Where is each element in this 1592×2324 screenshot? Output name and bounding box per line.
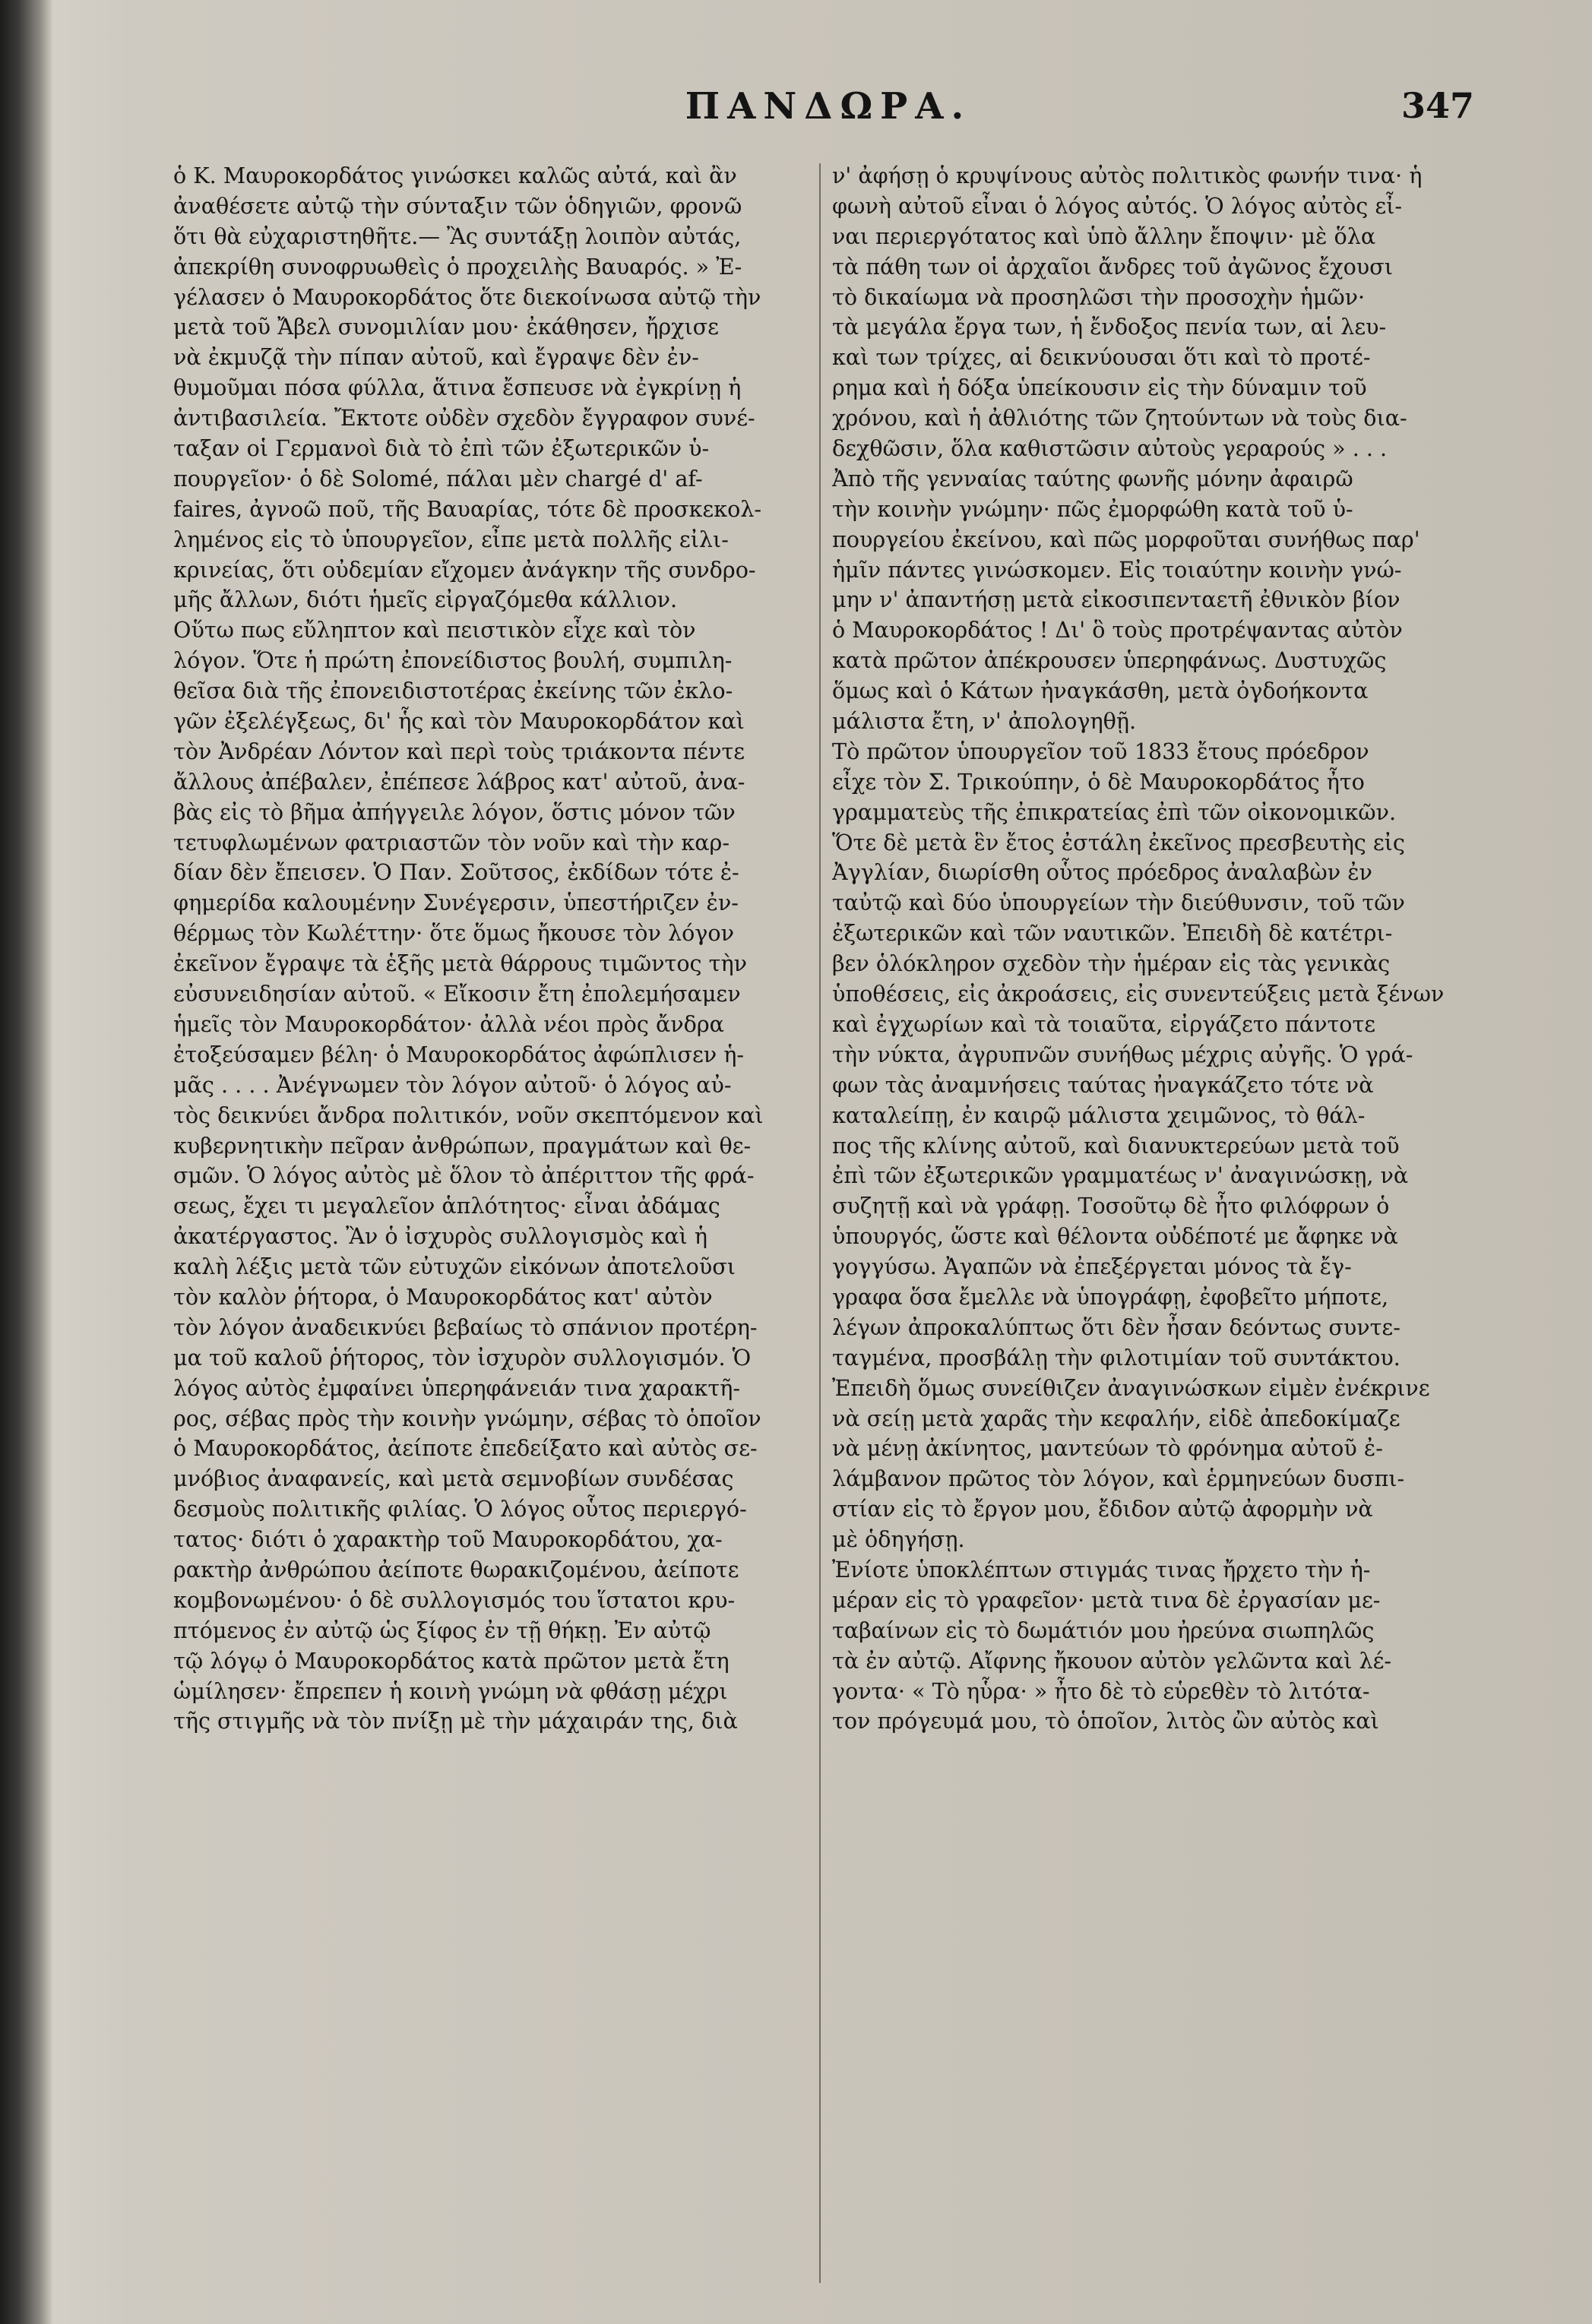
right-column-line: λέγων ἀπροκαλύπτως ὅτι δὲν ἦσαν δεόντως συντε-: [832, 1314, 1401, 1340]
right-column-line: στίαν εἰς τὸ ἔργον μου, ἔδιδον αὐτῷ ἀφορμὴν νὰ: [832, 1496, 1373, 1522]
left-column-line: μα τοῦ καλοῦ ῥήτορος, τὸν ἰσχυρὸν συλλογισμόν. Ὁ: [173, 1344, 752, 1371]
left-column-line: ἐκεῖνον ἔγραψε τὰ ἑξῆς μετὰ θάρρους τιμῶντος τὴν: [173, 950, 747, 977]
right-column-line: ὁ Μαυροκορδάτος ! Δι' ὃ τοὺς προτρέψαντας αὐτὸν: [832, 617, 1403, 643]
right-column-line: ρημα καὶ ἡ δόξα ὑπείκουσιν εἰς τὴν δύναμιν τοῦ: [832, 375, 1367, 401]
left-column-line: ὡμίλησεν· ἔπρεπεν ἡ κοινὴ γνώμη νὰ φθάσῃ μέχρι: [173, 1677, 728, 1704]
left-column-line: κρινείας, ὅτι οὐδεμίαν εἴχομεν ἀνάγκην τῆς συνδρο-: [173, 556, 756, 583]
left-column-line: πουργεῖον· ὁ δὲ Solomé, πάλαι μὲν chargé d' af-: [173, 465, 703, 492]
left-column-line: δεσμοὺς πολιτικῆς φιλίας. Ὁ λόγος οὗτος περιεργό-: [173, 1496, 747, 1522]
right-column-line: μάλιστα ἔτη, ν' ἀπολογηθῇ.: [832, 708, 1137, 735]
right-column-line: ὅμως καὶ ὁ Κάτων ἠναγκάσθη, μετὰ ὀγδοήκοντα: [832, 678, 1369, 704]
page-header: [0, 85, 1592, 146]
right-column-line: τὴν νύκτα, ἀγρυπνῶν συνήθως μέχρις αὐγῆς. Ὁ γρά-: [832, 1041, 1413, 1067]
left-column-line: ρακτὴρ ἀνθρώπου ἀείποτε θωρακιζομένου, ἀείποτε: [173, 1556, 739, 1583]
left-column-line: γῶν ἐξελέγξεως, δι' ἧς καὶ τὸν Μαυροκορδάτον καὶ: [173, 708, 745, 735]
right-column-line: ἐξωτερικῶν καὶ τῶν ναυτικῶν. Ἐπειδὴ δὲ κατέτρι-: [832, 920, 1393, 947]
left-column-line: καλὴ λέξις μετὰ τῶν εὐτυχῶν εἰκόνων ἀποτελοῦσι: [173, 1254, 736, 1280]
right-column-line: δεχθῶσιν, ὅλα καθιστῶσιν αὐτοὺς γεραρούς » . . .: [832, 435, 1388, 462]
right-column-line: ταὐτῷ καὶ δύο ὑπουργείων τὴν διεύθυνσιν, τοῦ τῶν: [832, 890, 1405, 916]
book-binding-shadow: [0, 0, 53, 2324]
left-column-line: πτόμενος ἐν αὐτῷ ὡς ξίφος ἐν τῇ θήκῃ. Ἐν αὐτῷ: [173, 1617, 711, 1643]
right-column-line: τὰ πάθη των οἱ ἀρχαῖοι ἄνδρες τοῦ ἀγῶνος ἔχουσι: [832, 253, 1393, 280]
right-column-line: ἐπὶ τῶν ἐξωτερικῶν γραμματέως ν' ἀναγινώσκῃ, νὰ: [832, 1162, 1409, 1189]
right-column-line: ταβαίνων εἰς τὸ δωμάτιόν μου ἠρεύνα σιωπηλῶς: [832, 1617, 1375, 1643]
left-column-line: μετὰ τοῦ Ἄβελ συνομιλίαν μου· ἐκάθησεν, ἤρχισε: [173, 314, 719, 340]
right-column-line: γραφα ὅσα ἔμελλε νὰ ὑπογράφῃ, ἐφοβεῖτο μήποτε,: [832, 1283, 1389, 1310]
left-column-line: φημερίδα καλουμένην Συνέγερσιν, ὑπεστήριζεν ἐν-: [173, 890, 739, 916]
left-column-line: τῷ λόγῳ ὁ Μαυροκορδάτος κατὰ πρῶτον μετὰ ἔτη: [173, 1647, 730, 1674]
left-column-line: Οὕτω πως εὔληπτον καὶ πειστικὸν εἶχε καὶ τὸν: [173, 617, 696, 643]
right-column-line: γραμματεὺς τῆς ἐπικρατείας ἐπὶ τῶν οἰκονομικῶν.: [832, 798, 1397, 825]
right-column-line: κατὰ πρῶτον ἀπέκρουσεν ὑπερηφάνως. Δυστυχῶς: [832, 647, 1387, 674]
right-column-line: γοντα· « Τὸ ηὗρα· » ἦτο δὲ τὸ εὑρεθὲν τὸ λιτότα-: [832, 1677, 1370, 1704]
right-column-line: συζητῇ καὶ νὰ γράφῃ. Τοσοῦτῳ δὲ ἦτο φιλόφρων ὁ: [832, 1193, 1390, 1219]
right-column-line: Ἀγγλίαν, διωρίσθη οὗτος πρόεδρος ἀναλαβὼν ἐν: [832, 859, 1372, 886]
left-column-line: τὸν καλὸν ῥήτορα, ὁ Μαυροκορδάτος κατ' αὐτὸν: [173, 1283, 713, 1310]
left-column-line: σμῶν. Ὁ λόγος αὐτὸς μὲ ὅλον τὸ ἀπέριττον τῆς φρά-: [173, 1162, 755, 1189]
right-column-line: χρόνου, καὶ ἡ ἀθλιότης τῶν ζητούντων νὰ τοὺς δια-: [832, 405, 1407, 432]
right-column-line: Ὅτε δὲ μετὰ ἓν ἔτος ἐστάλη ἐκεῖνος πρεσβευτὴς εἰς: [832, 829, 1405, 855]
left-column-line: λημένος εἰς τὸ ὑπουργεῖον, εἶπε μετὰ πολλῆς εἰλι-: [173, 526, 729, 552]
right-text-column: [832, 161, 1470, 2296]
right-column-line: Ἐπειδὴ ὅμως συνείθιζεν ἀναγινώσκων εἰμὲν ἐνέκρινε: [832, 1374, 1430, 1401]
left-column-line: ἐτοξεύσαμεν βέλη· ὁ Μαυροκορδάτος ἀφώπλισεν ἡ-: [173, 1041, 745, 1067]
left-column-line: μᾶς . . . . Ἀνέγνωμεν τὸν λόγον αὐτοῦ· ὁ λόγος αὐ-: [173, 1071, 732, 1098]
left-column-line: faires, ἀγνοῶ ποῦ, τῆς Βαυαρίας, τότε δὲ προσκεκολ-: [173, 495, 762, 522]
right-column-line: τὸ δικαίωμα νὰ προσηλῶσι τὴν προσοχὴν ἡμῶν·: [832, 283, 1366, 310]
right-column-line: ναι περιεργότατος καὶ ὑπὸ ἄλλην ἔποψιν· μὲ ὅλα: [832, 223, 1376, 249]
left-column-line: θεῖσα διὰ τῆς ἐπονειδιστοτέρας ἐκείνης τῶν ἐκλο-: [173, 678, 733, 704]
right-column-line: μέραν εἰς τὸ γραφεῖον· μετὰ τινα δὲ ἐργασίαν με-: [832, 1586, 1381, 1613]
left-column-line: δίαν δὲν ἔπεισεν. Ὁ Παν. Σοῦτσος, ἐκδίδων τότε ἐ-: [173, 859, 739, 886]
left-column-line: ταξαν οἱ Γερμανοὶ διὰ τὸ ἐπὶ τῶν ἐξωτερικῶν ὑ-: [173, 435, 710, 462]
right-column-line: βεν ὁλόκληρον σχεδὸν τὴν ἡμέραν εἰς τὰς γενικὰς: [832, 950, 1391, 977]
left-column-line: τῆς στιγμῆς νὰ τὸν πνίξῃ μὲ τὴν μάχαιράν της, διὰ: [173, 1708, 738, 1734]
right-column-line: τὰ μεγάλα ἔργα των, ἡ ἔνδοξος πενία των, αἱ λευ-: [832, 314, 1387, 340]
left-column-line: τὸς δεικνύει ἄνδρα πολιτικόν, νοῦν σκεπτόμενον καὶ: [173, 1102, 764, 1128]
right-column-line: πος τῆς κλίνης αὐτοῦ, καὶ διανυκτερεύων μετὰ τοῦ: [832, 1132, 1400, 1159]
left-column-line: τετυφλωμένων φατριαστῶν τὸν νοῦν καὶ τὴν καρ-: [173, 829, 730, 855]
right-column-line: καὶ ἐγχωρίων καὶ τὰ τοιαῦτα, εἰργάζετο πάντοτε: [832, 1010, 1376, 1037]
left-column-line: ἀκατέργαστος. Ἂν ὁ ἰσχυρὸς συλλογισμὸς καὶ ἡ: [173, 1223, 707, 1250]
right-column-line: φων τὰς ἀναμνήσεις ταύτας ἠναγκάζετο τότε νὰ: [832, 1071, 1374, 1098]
left-column-line: νὰ ἐκμυζᾷ τὴν πίπαν αὐτοῦ, καὶ ἔγραψε δὲν ἐν-: [173, 344, 699, 371]
left-column-line: βὰς εἰς τὸ βῆμα ἀπήγγειλε λόγον, ὅστις μόνον τῶν: [173, 798, 736, 825]
left-column-line: θέρμως τὸν Κωλέττην· ὅτε ὅμως ἤκουσε τὸν λόγον: [173, 920, 734, 947]
right-column-line: λάμβανον πρῶτος τὸν λόγον, καὶ ἑρμηνεύων δυσπι-: [832, 1466, 1405, 1492]
left-column-line: λόγος αὐτὸς ἐμφαίνει ὑπερηφάνειάν τινα χαρακτῆ-: [173, 1374, 741, 1401]
right-column-line: πουργείου ἐκείνου, καὶ πῶς μορφοῦται συνήθως παρ': [832, 526, 1420, 552]
page-number: 347: [1401, 85, 1474, 126]
right-column-line: μὲ ὁδηγήσῃ.: [832, 1526, 965, 1553]
left-column-line: τὸν Ἀνδρέαν Λόντον καὶ περὶ τοὺς τριάκοντα πέντε: [173, 738, 745, 764]
right-column-line: ὑπουργός, ὥστε καὶ θέλοντα οὐδέποτέ με ἄφηκε νὰ: [832, 1223, 1398, 1250]
right-column-line: ταγμένα, προσβάλῃ τὴν φιλοτιμίαν τοῦ συντάκτου.: [832, 1344, 1401, 1371]
right-column-line: καὶ των τρίχες, αἱ δεικνύουσαι ὅτι καὶ τὸ προτέ-: [832, 344, 1371, 371]
column-divider: [819, 163, 821, 2283]
right-column-line: εἶχε τὸν Σ. Τρικούπην, ὁ δὲ Μαυροκορδάτος ἦτο: [832, 768, 1365, 795]
left-column-line: σεως, ἔχει τι μεγαλεῖον ἁπλότητος· εἶναι ἀδάμας: [173, 1193, 720, 1219]
right-column-line: μην ν' ἀπαντήσῃ μετὰ εἰκοσιπενταετῆ ἐθνικὸν βίον: [832, 587, 1401, 613]
right-column-line: Ἐνίοτε ὑποκλέπτων στιγμάς τινας ἤρχετο τὴν ἡ-: [832, 1556, 1371, 1583]
right-column-line: νὰ μένῃ ἀκίνητος, μαντεύων τὸ φρόνημα αὐτοῦ ἐ-: [832, 1435, 1383, 1462]
left-column-line: θυμοῦμαι πόσα φύλλα, ἅτινα ἔσπευσε νὰ ἐγκρίνῃ ἡ: [173, 375, 742, 401]
right-column-line: ὑποθέσεις, εἰς ἀκροάσεις, εἰς συνεντεύξεις μετὰ ξένων: [832, 981, 1445, 1007]
left-column-line: ἀπεκρίθη συνοφρυωθεὶς ὁ προχειλὴς Βαυαρός. » Ἐ-: [173, 253, 742, 280]
right-column-line: τὴν κοινὴν γνώμην· πῶς ἐμορφώθη κατὰ τοῦ ὑ-: [832, 495, 1353, 522]
left-column-line: ἡμεῖς τὸν Μαυροκορδάτον· ἀλλὰ νέοι πρὸς ἄνδρα: [173, 1010, 724, 1037]
right-column-line: τον πρόγευμά μου, τὸ ὁποῖον, λιτὸς ὢν αὐτὸς καὶ: [832, 1708, 1379, 1734]
left-column-line: ρος, σέβας πρὸς τὴν κοινὴν γνώμην, σέβας τὸ ὁποῖον: [173, 1405, 761, 1431]
left-text-column: [173, 161, 804, 2296]
right-column-line: ν' ἀφήσῃ ὁ κρυψίνους αὐτὸς πολιτικὸς φωνήν τινα· ἡ: [832, 163, 1423, 188]
left-column-line: ὁ Κ. Μαυροκορδάτος γινώσκει καλῶς αὐτά, καὶ ἂν: [173, 163, 737, 188]
right-column-line: Τὸ πρῶτον ὑπουργεῖον τοῦ 1833 ἔτους πρόεδρον: [832, 738, 1369, 764]
left-column-line: μνόβιος ἀναφανείς, καὶ μετὰ σεμνοβίων συνδέσας: [173, 1466, 734, 1492]
left-column-line: ὁ Μαυροκορδάτος, ἀείποτε ἐπεδείξατο καὶ αὐτὸς σε-: [173, 1435, 758, 1462]
left-column-line: κομβονωμένου· ὁ δὲ συλλογισμός του ἵστατοι κρυ-: [173, 1586, 736, 1613]
left-column-line: λόγον. Ὅτε ἡ πρώτη ἐπονείδιστος βουλή, συμπιλη-: [173, 647, 733, 674]
left-column-line: τὸν λόγον ἀναδεικνύει βεβαίως τὸ σπάνιον προτέρη-: [173, 1314, 758, 1340]
right-column-line: τὰ ἐν αὐτῷ. Αἴφνης ἤκουον αὐτὸν γελῶντα καὶ λέ-: [832, 1647, 1392, 1674]
right-column-line: γογγύσω. Ἀγαπῶν νὰ ἐπεξέργεται μόνος τὰ ἔγ-: [832, 1254, 1352, 1280]
left-column-line: τατος· διότι ὁ χαρακτὴρ τοῦ Μαυροκορδάτου, χα-: [173, 1526, 723, 1553]
right-column-line: ἡμῖν πάντες γινώσκομεν. Εἰς τοιαύτην κοινὴν γνώ-: [832, 556, 1402, 583]
left-column-line: ἄλλους ἀπέβαλεν, ἐπέπεσε λάβρος κατ' αὐτοῦ, ἀνα-: [173, 768, 745, 795]
left-column-line: κυβερνητικὴν πεῖραν ἀνθρώπων, πραγμάτων καὶ θε-: [173, 1132, 752, 1159]
left-column-line: εὐσυνειδησίαν αὐτοῦ. « Εἴκοσιν ἔτη ἐπολεμήσαμεν: [173, 981, 741, 1007]
right-column-line: Ἀπὸ τῆς γενναίας ταύτης φωνῆς μόνην ἀφαιρῶ: [832, 465, 1353, 492]
right-column-line: καταλείπῃ, ἐν καιρῷ μάλιστα χειμῶνος, τὸ θάλ-: [832, 1102, 1366, 1128]
left-column-line: μῆς ἄλλων, διότι ἡμεῖς εἰργαζόμεθα κάλλιον.: [173, 587, 678, 613]
right-column-line: νὰ σείῃ μετὰ χαρᾶς τὴν κεφαλήν, εἰδὲ ἀπεδοκίμαζε: [832, 1405, 1401, 1431]
left-column-line: γέλασεν ὁ Μαυροκορδάτος ὅτε διεκοίνωσα αὐτῷ τὴν: [173, 283, 761, 310]
running-title: ΠΑΝΔΩΡΑ.: [685, 85, 972, 128]
left-column-line: ἀντιβασιλεία. Ἔκτοτε οὐδὲν σχεδὸν ἔγγραφον συνέ-: [173, 405, 755, 432]
left-column-line: ὅτι θὰ εὐχαριστηθῆτε.— Ἂς συντάξῃ λοιπὸν αὐτάς,: [173, 223, 742, 249]
right-column-line: φωνὴ αὐτοῦ εἶναι ὁ λόγος αὐτός. Ὁ λόγος αὐτὸς εἶ-: [832, 192, 1403, 219]
left-column-line: ἀναθέσετε αὐτῷ τὴν σύνταξιν τῶν ὁδηγιῶν, φρονῶ: [173, 192, 742, 219]
